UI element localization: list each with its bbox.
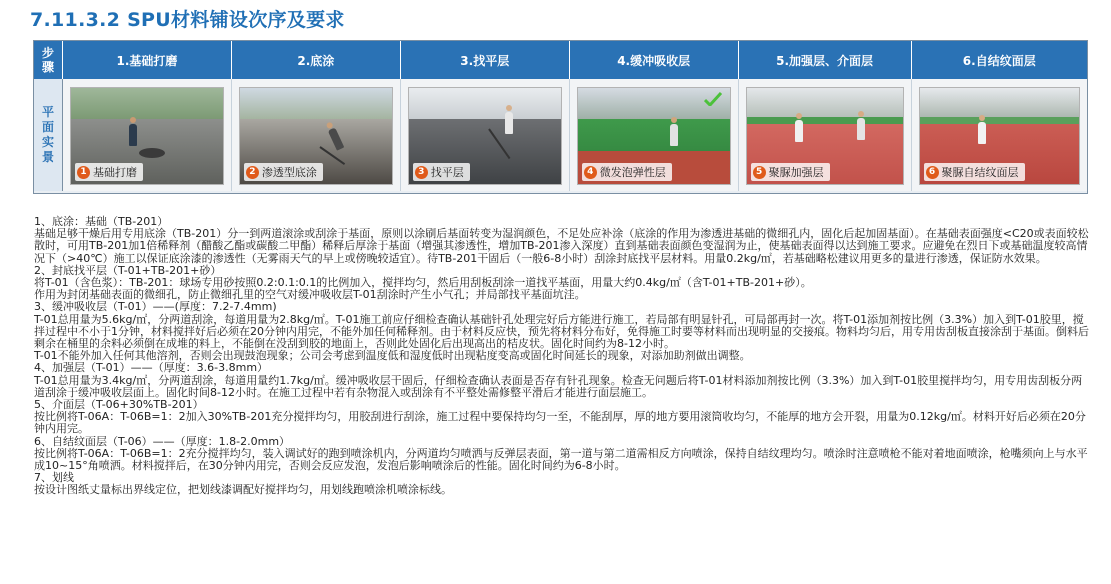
section-paragraph: 基础足够干燥后用专用底涂（TB-201）分一到两道滚涂或刮涂于基面，原则以涂刷后基面转变为湿润颜色，不足处应补涂（底涂的作用为渗透进基础的微细孔内，固化后起加固基面）。在基础表面强度<C20或表面较松散时，可用TB-201加1倍稀释剂（醋酸乙酯或碳酸二甲酯）稀释后厚涂于基面（增强其渗透性，增加TB-201渗入深度）直到基础表面颜色变湿润为止，使基础表面得以达到施工要求。应避免在烈日下或基础温度较高情况下（>40℃）施工以保证底涂漆的渗透性（无雾雨天气的早上或傍晚较适宜）。待TB-201干固后（一般6-8小时）刮涂封底找平层材料。用量0.2kg/㎡，若基础略松建议用更多的量进行渗透，保证防水效果。 [34, 227, 1089, 265]
step-photo-5 [746, 87, 904, 185]
step-caption-2: 2 渗透型底涂 [244, 163, 323, 181]
steps-panel [33, 40, 1088, 194]
checkmark-icon [704, 92, 722, 106]
step-photo-cell-4 [569, 79, 738, 191]
section-paragraph: 将T-01（含色浆）：TB-201：球场专用砂按照0.2:0.1:0.1的比例加入，搅拌均匀，然后用刮板刮涂一道找平基面，用量大约0.4kg/㎡（含T-01+TB-201+砂）。 [34, 276, 812, 290]
section-paragraph: 按设计图纸丈量标出界线定位，把划线漆调配好搅拌均匀，用划线跑喷涂机喷涂标线。 [34, 483, 452, 497]
step-title-6: 6.自结纹面层 [911, 41, 1087, 79]
section-paragraph: T-01不能外加入任何其他溶剂，否则会出现鼓泡现象；公司会考虑到温度低和湿度低时出现粘度变高或固化时间延长的现象，对添加助剂做出调整。 [34, 349, 751, 363]
step-title-1: 1.基础打磨 [62, 41, 231, 79]
section-title: 4、加强层（T-01）——（厚度：3.6-3.8mm） [34, 361, 269, 375]
step-photo-3 [408, 87, 562, 185]
step-title-3: 3.找平层 [400, 41, 569, 79]
construction-requirements-text [34, 216, 1089, 497]
section-title: 2、封底找平层（T-01+TB-201+砂） [34, 263, 222, 277]
step-photo-cell-5 [738, 79, 911, 191]
vertical-char: 实 [41, 135, 54, 149]
step-title-5: 5.加强层、介面层 [738, 41, 911, 79]
step-photo-cell-2 [231, 79, 400, 191]
section-heading: 7.11.3.2 SPU材料铺设次序及要求 [30, 9, 345, 31]
step-photo-cell-3 [400, 79, 569, 191]
vertical-char: 步 [41, 46, 54, 60]
section-paragraph: T-01总用量为5.6kg/㎡，分两道刮涂，每道用量为2.8kg/㎡。T-01施工前应仔细检查确认基础针孔处理完好后方能进行施工，若局部有明显针孔，可局部再封一次。将T-01添加剂按比例（3.3%）加入到T-01胶里，搅拌过程中不小于1分钟，材料搅拌好后必须在20分钟内用完，不能外加任何稀释剂。由于材料反应快，预先将材料分布好，免得施工时要等材料而出现明显的交接痕。物料均匀后，用专用齿刮板直接涂刮于基面。倒料后剩余在桶里的余料必须倒在成堆的料上，不能倒在没刮到胶的地面上，否则此处固化后出现高出的桔皮状。固化时间约为8-12小时。 [34, 312, 1089, 351]
section-title: 5、介面层（T-06+30%TB-201） [34, 398, 204, 412]
step-caption-3: 3 找平层 [413, 163, 470, 181]
section-title: 6、自结纹面层（T-06）——（厚度：1.8-2.0mm） [34, 434, 291, 448]
vertical-char: 面 [41, 120, 54, 134]
step-photo-cell-1 [62, 79, 231, 191]
site-photo-label-text [34, 105, 62, 165]
section-title: 1、底涂：基础（TB-201） [34, 215, 169, 228]
step-title-4: 4.缓冲吸收层 [569, 41, 738, 79]
step-caption-1: 1 基础打磨 [75, 163, 143, 181]
section-paragraph: 按比例将T-06A：T-06B=1：2加入30%TB-201充分搅拌均匀，用胶刮进行刮涂，施工过程中要保持均匀一至，不能刮厚，厚的地方要用滚筒收均匀，不能厚的地方会开裂，用量为0.12kg/㎡。材料开好后必须在20分钟内用完。 [34, 410, 1086, 436]
step-caption-5: 5 聚脲加强层 [751, 163, 830, 181]
step-photo-1 [70, 87, 224, 185]
section-paragraph: 按比例将T-06A：T-06B=1：2充分搅拌均匀，装入调试好的跑到喷涂机内，分两道均匀喷洒与反弹层表面，第一道与第二道需相反方向喷涂，保持自结纹理均匀。喷涂时注意喷枪不能对着地面喷涂，枪嘴须向上与水平成10~15°角喷洒。材料搅拌后，在30分钟内用完，否则会反应发泡，发泡后影响喷涂后的性能。固化时间约为6-8小时。 [34, 446, 1088, 473]
step-photo-4 [577, 87, 731, 185]
step-caption-6: 6 聚脲自结纹面层 [924, 163, 1025, 181]
step-title-2: 2.底涂 [231, 41, 400, 79]
step-photo-6 [919, 87, 1080, 185]
vertical-char: 景 [41, 150, 54, 164]
section-paragraph: 作用为封闭基础表面的微细孔，防止微细孔里的空气对缓冲吸收层T-01刮涂时产生小气孔；并局部找平基面坑洼。 [34, 288, 586, 302]
step-photo-2 [239, 87, 393, 185]
section-title: 7、划线 [34, 471, 74, 485]
section-title: 3、缓冲吸收层（T-01）——(厚度：7.2-7.4mm) [34, 300, 277, 314]
site-photo-label [34, 79, 62, 191]
steps-table [34, 41, 1087, 191]
section-paragraph: T-01总用量为3.4kg/㎡，分两道刮涂，每道用量约1.7kg/㎡。缓冲吸收层干固后，仔细检查确认表面是否存有针孔现象。检查无问题后将T-01材料添加剂按比例（3.3%）加入到T-01胶里搅拌均匀，用专用齿刮板分两道刮涂于缓冲吸收层面上。固化时间8-12小时。在施工过程中若有杂物混入或刮涂有不平整处需修整平滑后才能进行面层施工。 [34, 373, 1083, 399]
steps-header-text [34, 46, 62, 74]
vertical-char: 骤 [41, 60, 54, 74]
vertical-char: 平 [41, 105, 54, 119]
step-photo-cell-6 [911, 79, 1087, 191]
steps-header-label [34, 41, 62, 79]
step-caption-4: 4 微发泡弹性层 [582, 163, 672, 181]
